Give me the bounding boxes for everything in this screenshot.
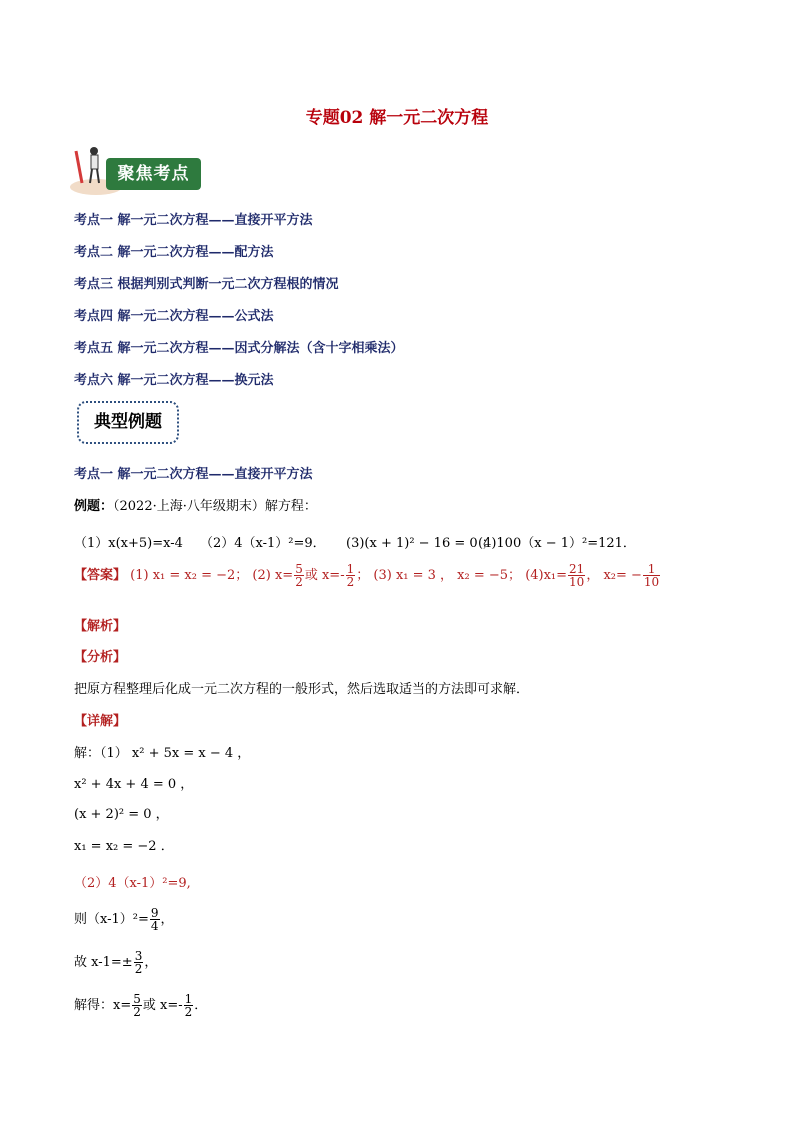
fenxi-text: 把原方程整理后化成一元二次方程的一般形式，然后选取适当的方法即可求解． [74,682,530,697]
step-8-fraction: $\frac{5}{2}$ [133,992,141,1019]
answer-2-end: ； [356,568,370,583]
section-box-typical-examples: 典型例题 [77,401,179,444]
step-6-end: ， [160,912,174,927]
step-7 [74,950,157,975]
step-7-fraction: $\frac{3}{2}$ [134,949,143,976]
example-label: 例题： [74,499,114,514]
answer-4-pre: (4)x₁= [525,568,568,583]
kaodian-item: 考点三 根据判别式判断一元二次方程根的情况 [74,277,339,292]
answer-2-fraction: $\frac{1}{2}$ [346,562,355,589]
answer-2-fraction: $\frac{5}{2}$ [295,562,303,589]
answer-1: (1) x₁ = x₂ = −2； [130,568,249,583]
page-title: 专题02 解一元二次方程 [305,108,489,128]
step-1: 解：（1） x² + 5x = x − 4 ， [74,746,251,761]
kaodian-item: 考点二 解一元二次方程——配方法 [74,245,274,260]
answer-2-mid: 或 x=- [304,568,345,583]
question-2: （2）4（x-1）²=9． [200,536,326,551]
answer-4-mid: ， x₂= − [586,568,642,583]
jiexi-tag: 【解析】 [74,619,127,634]
step-6 [74,907,174,932]
example-line [74,495,317,514]
step-2: x² + 4x + 4 = 0 ， [74,777,194,792]
question-1: （1）x(x+5)=x-4 [74,536,183,551]
step-8-mid: 或 x=- [142,998,183,1013]
kaodian-item: 考点五 解一元二次方程——因式分解法（含十字相乘法） [74,341,404,356]
question-4: (4)100（x − 1）²=121． [478,536,636,551]
answer-3: (3) x₁ = 3 ， x₂ = −5； [373,568,522,583]
answer-4-fraction: $\frac{21}{10}$ [569,562,585,589]
step-5: （2）4（x-1）²=9, [74,876,191,891]
step-8-end: ． [194,998,208,1013]
answer-tag: 【答案】 [74,568,127,583]
section-heading: 考点一 解一元二次方程——直接开平方法 [74,467,313,482]
step-6-fraction: $\frac{9}{4}$ [150,906,159,933]
answer-4-fraction: $\frac{1}{10}$ [643,562,660,589]
xiangjie-tag: 【详解】 [74,714,127,729]
step-7-pre: 故 x-1=± [74,955,133,970]
kaodian-item: 考点四 解一元二次方程——公式法 [74,309,274,324]
kaodian-item: 考点一 解一元二次方程——直接开平方法 [74,213,313,228]
step-6-pre: 则（x-1）²= [74,912,149,927]
kaodian-item: 考点六 解一元二次方程——换元法 [74,373,274,388]
answer-line [74,563,661,588]
step-8-pre: 解得：x= [74,998,132,1013]
step-4: x₁ = x₂ = −2 ． [74,839,174,854]
step-3: (x + 2)² = 0 ， [74,807,169,822]
example-source: （2022·上海·八年级期末）解方程： [113,499,317,514]
step-8-fraction: $\frac{1}{2}$ [184,992,193,1019]
answer-2-pre: (2) x= [252,568,294,583]
banner-focus-points: 聚焦考点 [106,158,201,190]
fenxi-tag: 【分析】 [74,650,127,665]
step-8 [74,993,207,1018]
step-7-end: ， [144,955,158,970]
question-3: (3)(x + 1)² − 16 = 0 ； [346,536,495,551]
